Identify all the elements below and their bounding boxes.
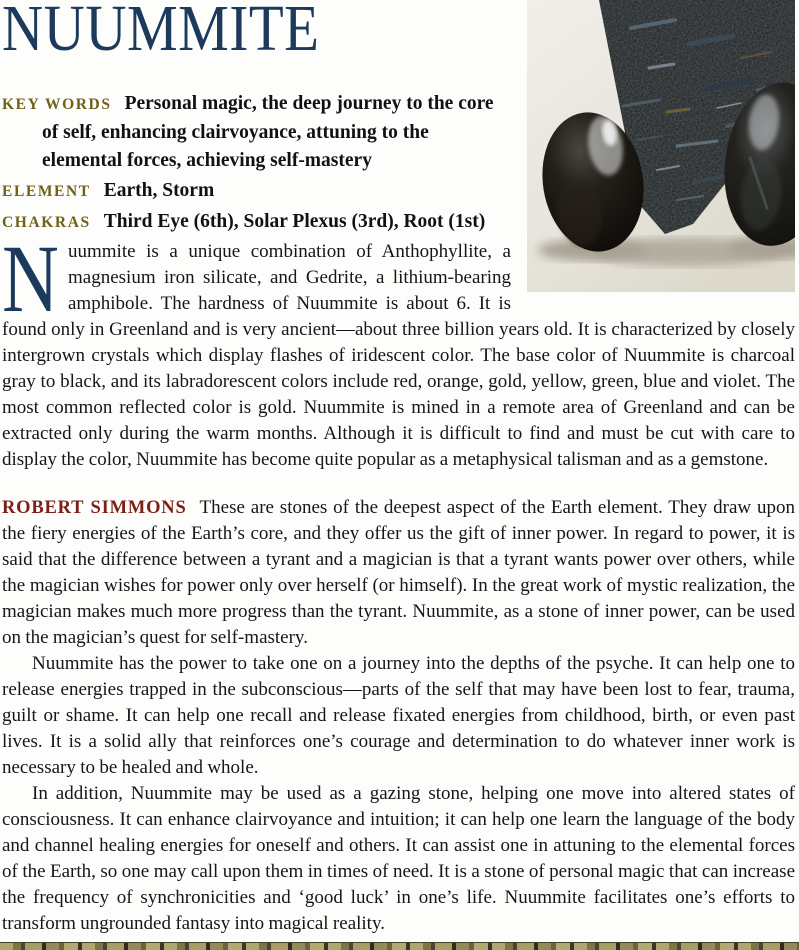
page-title: NUUMMITE [2, 0, 320, 65]
drop-cap: N [2, 225, 59, 332]
next-photo-edge-strip [0, 942, 799, 950]
element-value: Earth, Storm [103, 180, 215, 201]
author-paragraph-1-text: These are stones of the deepest aspect of the Earth element. They draw upon the fiery energies of the Earth’s core, and they offer us the gift of inner power. In regard to power, it is said that the difference between a tyrant and a magician is that a tyrant wants power over others, while the magician wishes for power only over herself (or himself). In the great work of mystic realization, the magician makes much more progress than the tyrant. Nuummite, as a stone of inner power, can be used on the magician’s quest for self-mastery. [2, 497, 795, 648]
author-paragraph-1 [2, 495, 795, 651]
author-section [2, 495, 795, 937]
author-paragraph-2: Nuummite has the power to take one on a journey into the depths of the psyche. It can help one to release energies trapped in the subconscious—parts of the self that may have been lost to fear, trauma, guilt or shame. It can help one recall and release fixated energies from childhood, birth, or even past lives. It is a solid ally that reinforces one’s courage and determination to do whatever inner work is necessary to be healed and whole. [2, 653, 795, 778]
element-label: ELEMENT [2, 183, 91, 200]
key-words-label: KEY WORDS [2, 96, 112, 113]
author-paragraph-3: In addition, Nuummite may be used as a gazing stone, helping one move into altered states of consciousness. It can enhance clairvoyance and intuition; it can help one learn the language of the body and channel healing energies for oneself and others. It can assist one in attuning to the elemental forces of the Earth, so one may call upon them in times of need. It is a stone of personal magic that can increase the frequency of synchronicities and ‘good luck’ in one’s life. Nuummite facilitates one’s efforts to transform ungrounded fantasy into magical reality. [2, 783, 795, 934]
author-heading: ROBERT SIMMONS [2, 498, 187, 518]
chakras-value: Third Eye (6th), Solar Plexus (3rd), Root (1st) [103, 211, 486, 232]
key-words-value: Personal magic, the deep journey to the core of self, enhancing clairvoyance, attuning to the elemental forces, achieving self-mastery [42, 93, 494, 171]
chakras-label: CHAKRAS [2, 214, 91, 231]
intro-text: uummite is a unique combination of Anthophyllite, a magnesium iron silicate, and Gedrite, a lithium-bearing amphibole. The hardness of Nuummite is about 6. It is found only in Greenland and is very ancient—about three billion years old. It is characterized by closely intergrown crystals which display flashes of iridescent color. The base color of Nuummite is charcoal gray to black, and its labradorescent colors include red, orange, gold, yellow, green, blue and violet. The most common reflected color is gold. Nuummite is mined in a remote area of Greenland and can be extracted only during the warm months. Although it is difficult to find and must be cut with care to display the color, Nuummite has become quite popular as a metaphysical talisman and as a gemstone. [2, 241, 795, 470]
